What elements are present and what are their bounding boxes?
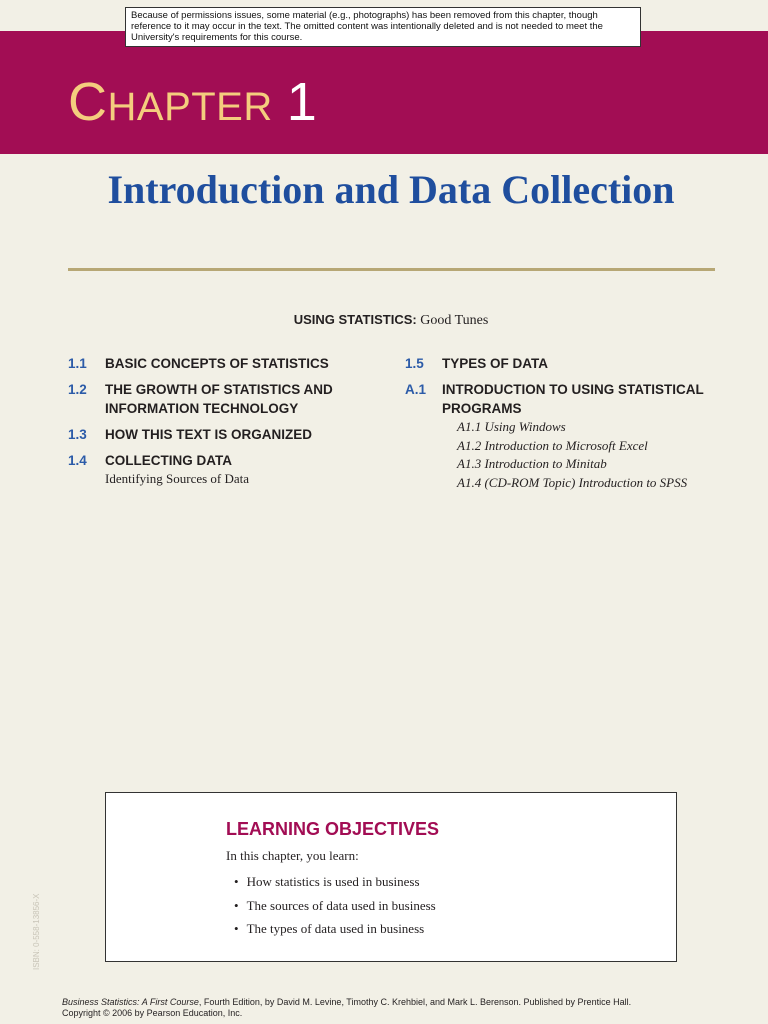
toc-subtopic: A1.2 Introduction to Microsoft Excel: [457, 437, 648, 453]
chapter-number: 1: [286, 72, 318, 132]
toc-number: 1.2: [68, 382, 87, 397]
toc-item: [405, 354, 735, 373]
toc-left-column: [68, 354, 368, 495]
chapter-title: Introduction and Data Collection: [107, 167, 675, 212]
permissions-notice: Because of permissions issues, some material (e.g., photographs) has been removed from this chapter, though reference to it may occur in the text. The omitted content was intentionally deleted and is not needed to meet the University's requirements for this course.: [125, 7, 641, 47]
chapter-label-rest: HAPTER: [107, 85, 273, 129]
list-item: • The types of data used in business: [234, 917, 436, 941]
toc-item: [68, 354, 368, 373]
list-item: • The sources of data used in business: [234, 894, 436, 918]
toc-subtitle: Identifying Sources of Data: [105, 471, 250, 486]
toc-number: 1.1: [68, 356, 87, 371]
toc-item: [68, 425, 368, 444]
toc-title: COLLECTING DATA: [105, 453, 232, 468]
toc-title: BASIC CONCEPTS OF STATISTICS: [105, 356, 329, 371]
toc-number: 1.5: [405, 356, 424, 371]
toc-subtopic: A1.4 (CD-ROM Topic) Introduction to SPSS: [457, 474, 688, 490]
toc-item: [68, 380, 368, 418]
toc-item: [68, 451, 368, 488]
using-statistics-label: USING STATISTICS:: [293, 312, 417, 327]
footer-book-title: Business Statistics: A First Course: [62, 997, 199, 1007]
toc-subtopic: A1.3 Introduction to Minitab: [457, 456, 607, 471]
toc-number: 1.3: [68, 427, 87, 442]
using-statistics-value: Good Tunes: [420, 313, 489, 328]
chapter-label: [68, 72, 317, 137]
toc-subtopic: A1.1 Using Windows: [457, 419, 566, 434]
footer-copyright: Copyright © 2006 by Pearson Education, Inc.: [62, 1008, 243, 1018]
toc-title: INTRODUCTION TO USING STATISTICAL PROGRAMS: [442, 382, 704, 416]
toc-title: THE GROWTH OF STATISTICS AND INFORMATION TECHNOLOGY: [105, 382, 333, 416]
list-item: • How statistics is used in business: [234, 870, 436, 894]
learning-objectives-intro: In this chapter, you learn:: [226, 848, 359, 863]
toc-title: HOW THIS TEXT IS ORGANIZED: [105, 427, 313, 442]
toc-title: TYPES OF DATA: [442, 356, 549, 371]
learning-objectives-title: LEARNING OBJECTIVES: [226, 819, 440, 839]
isbn-watermark: ISBN: 0-558-13856-X: [32, 893, 41, 970]
toc-item: [405, 380, 735, 492]
toc-number: A.1: [405, 382, 427, 397]
learning-objectives-box: [105, 792, 677, 962]
toc-number: 1.4: [68, 453, 87, 468]
footer-line-1-rest: , Fourth Edition, by David M. Levine, Timothy C. Krehbiel, and Mark L. Berenson. Published by Prentice Hall.: [198, 997, 632, 1007]
using-statistics: [0, 312, 768, 329]
learning-objectives-list: [234, 870, 436, 941]
page-footer: [62, 997, 752, 1019]
title-divider: [68, 268, 715, 271]
chapter-label-initial: C: [68, 72, 108, 132]
footer-line-1: [62, 997, 752, 1008]
toc-right-column: [405, 354, 735, 499]
